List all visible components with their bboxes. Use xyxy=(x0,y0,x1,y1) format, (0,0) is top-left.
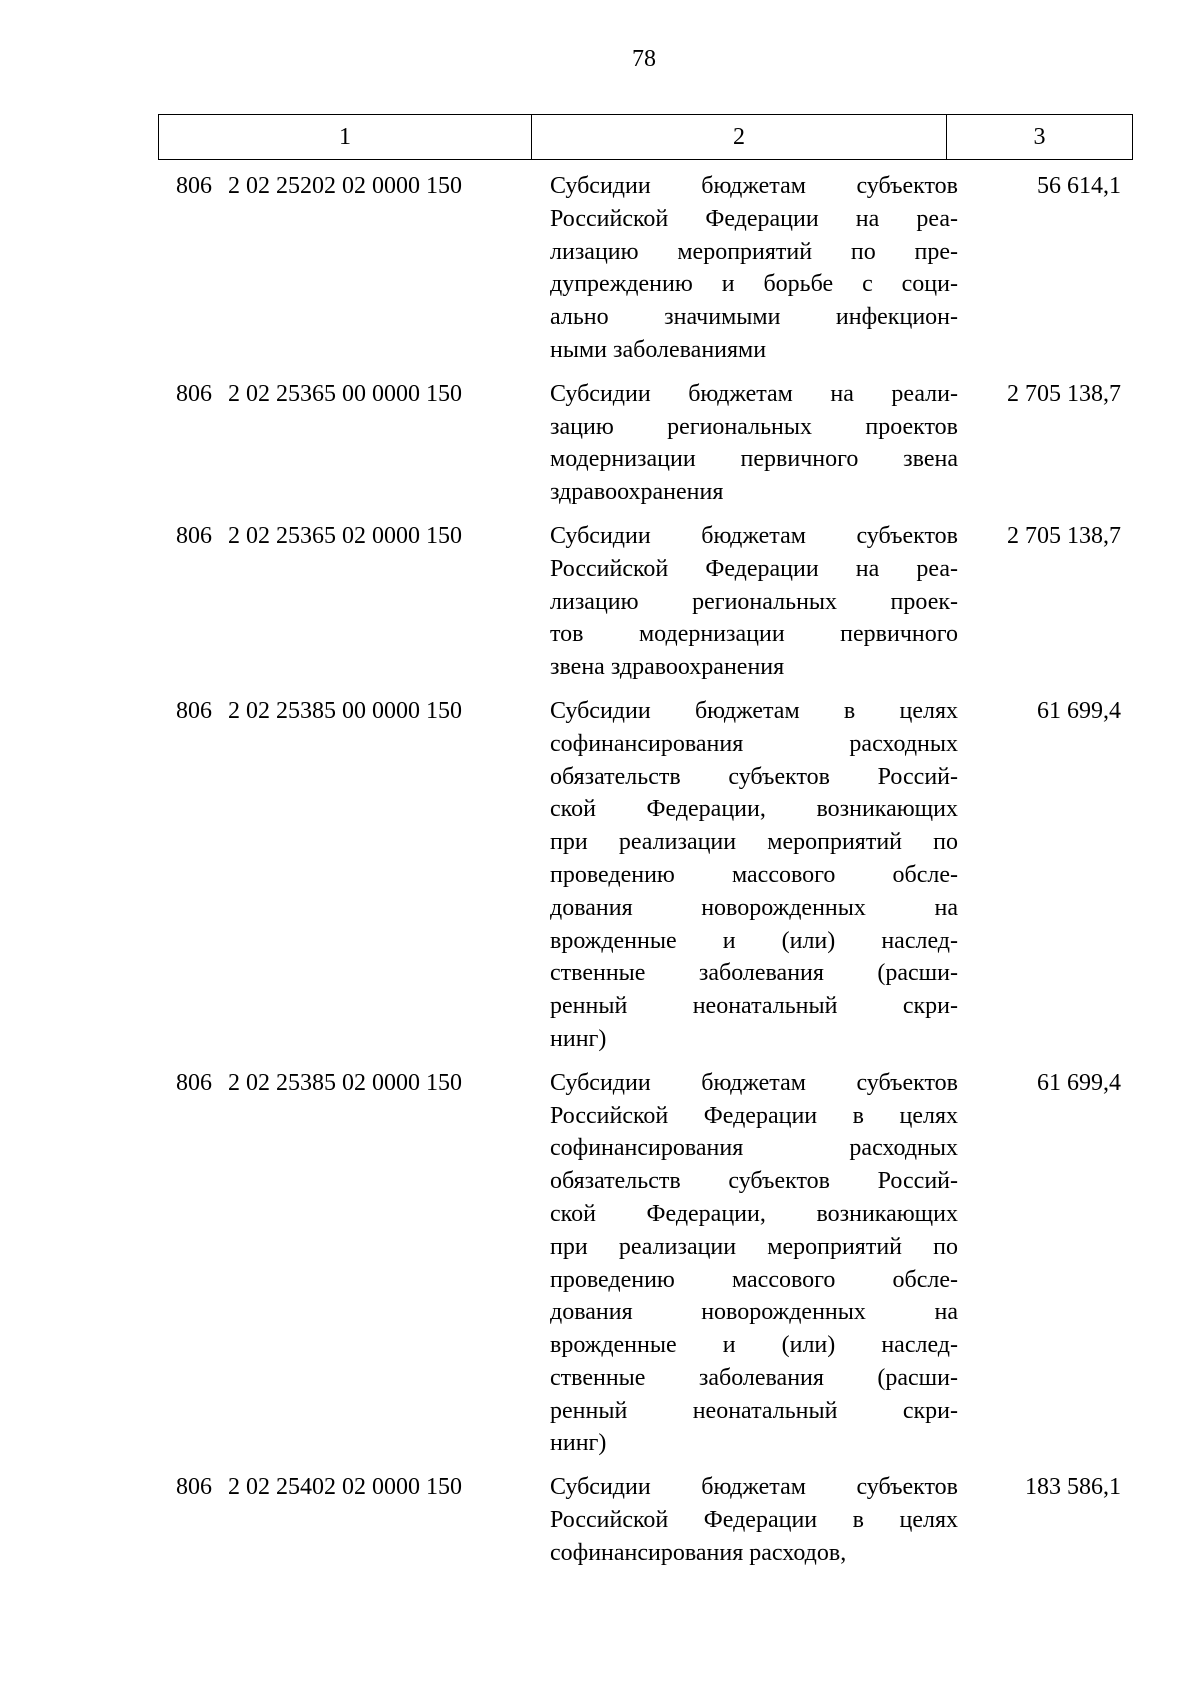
amount-cell: 183 586,1 xyxy=(1025,1474,1121,1501)
admin-code-cell: 806 xyxy=(176,697,212,724)
description-cell xyxy=(550,695,958,1056)
description-line: Субсидии бюджетам в целях xyxy=(550,697,958,724)
description-line: звена здравоохранения xyxy=(550,654,785,681)
description-line: ственные заболевания (расши- xyxy=(550,960,958,987)
budget-code-cell: 2 02 25385 02 0000 150 xyxy=(228,1069,462,1096)
table-row xyxy=(158,1471,1133,1569)
budget-table xyxy=(158,114,1133,1581)
description-line: софинансирования расходных xyxy=(550,730,958,757)
admin-code-cell: 806 xyxy=(176,522,212,549)
description-line: Субсидии бюджетам субъектов xyxy=(550,173,958,199)
description-line: Субсидии бюджетам субъектов xyxy=(550,1069,958,1096)
budget-code-cell: 2 02 25202 02 0000 150 xyxy=(228,173,462,199)
header-col-2: 2 xyxy=(532,115,947,159)
description-line: модернизации первичного звена xyxy=(550,446,958,473)
table-row xyxy=(158,520,1133,684)
description-line: ренный неонатальный скри- xyxy=(550,993,958,1020)
description-line: Российской Федерации на реа- xyxy=(550,555,958,582)
description-line: ными заболеваниями xyxy=(550,336,767,363)
amount-cell: 61 699,4 xyxy=(1037,1069,1121,1096)
description-cell xyxy=(550,378,958,509)
description-line: при реализации мероприятий по xyxy=(550,1233,958,1260)
budget-code-cell: 2 02 25365 00 0000 150 xyxy=(228,380,462,407)
description-line: проведению массового обсле- xyxy=(550,861,958,888)
table-row xyxy=(158,1067,1133,1461)
description-line: Субсидии бюджетам субъектов xyxy=(550,522,958,549)
admin-code-cell: 806 xyxy=(176,1474,212,1501)
description-line: Российской Федерации в целях xyxy=(550,1507,958,1534)
description-line: дупреждению и борьбе с соци- xyxy=(550,271,958,298)
budget-code-cell: 2 02 25365 02 0000 150 xyxy=(228,522,462,549)
description-line: нинг) xyxy=(550,1430,607,1457)
description-cell xyxy=(550,1067,958,1461)
amount-cell: 2 705 138,7 xyxy=(1007,522,1121,549)
description-line: проведению массового обсле- xyxy=(550,1266,958,1293)
description-line: врожденные и (или) наслед- xyxy=(550,927,958,954)
description-line: лизацию региональных проек- xyxy=(550,588,958,615)
admin-code-cell: 806 xyxy=(176,380,212,407)
description-line: врожденные и (или) наслед- xyxy=(550,1332,958,1359)
table-row xyxy=(158,695,1133,1056)
table-header xyxy=(158,114,1133,160)
description-line: ренный неонатальный скри- xyxy=(550,1397,958,1424)
header-col-1: 1 xyxy=(159,115,532,159)
budget-code-cell: 2 02 25385 00 0000 150 xyxy=(228,697,462,724)
table-row xyxy=(158,378,1133,509)
amount-cell: 61 699,4 xyxy=(1037,697,1121,724)
description-line: Российской Федерации на реа- xyxy=(550,205,958,232)
description-line: Субсидии бюджетам на реали- xyxy=(550,380,958,407)
description-line: софинансирования расходных xyxy=(550,1135,958,1162)
description-line: софинансирования расходов, xyxy=(550,1539,847,1566)
description-line: ской Федерации, возникающих xyxy=(550,1200,958,1227)
description-line: здравоохранения xyxy=(550,479,724,506)
description-line: ально значимыми инфекцион- xyxy=(550,304,958,331)
table-body xyxy=(158,160,1133,1570)
description-line: лизацию мероприятий по пре- xyxy=(550,238,958,265)
description-cell xyxy=(550,520,958,684)
description-line: обязательств субъектов Россий- xyxy=(550,763,958,790)
description-line: дования новорожденных на xyxy=(550,894,958,921)
description-line: обязательств субъектов Россий- xyxy=(550,1168,958,1195)
page-number: 78 xyxy=(632,46,656,72)
description-line: ской Федерации, возникающих xyxy=(550,796,958,823)
description-line: зацию региональных проектов xyxy=(550,413,958,440)
description-cell xyxy=(550,170,958,367)
description-line: дования новорожденных на xyxy=(550,1299,958,1326)
description-line: нинг) xyxy=(550,1025,607,1052)
admin-code-cell: 806 xyxy=(176,173,212,199)
budget-code-cell: 2 02 25402 02 0000 150 xyxy=(228,1474,462,1501)
description-line: ственные заболевания (расши- xyxy=(550,1364,958,1391)
header-col-3: 3 xyxy=(1033,123,1046,150)
description-line: Субсидии бюджетам субъектов xyxy=(550,1474,958,1501)
admin-code-cell: 806 xyxy=(176,1069,212,1096)
amount-cell: 56 614,1 xyxy=(1037,173,1121,199)
description-line: при реализации мероприятий по xyxy=(550,829,958,856)
amount-cell: 2 705 138,7 xyxy=(1007,380,1121,407)
description-cell xyxy=(550,1471,958,1569)
description-line: Российской Федерации в целях xyxy=(550,1102,958,1129)
description-line: тов модернизации первичного xyxy=(550,621,958,648)
table-row xyxy=(158,170,1133,367)
